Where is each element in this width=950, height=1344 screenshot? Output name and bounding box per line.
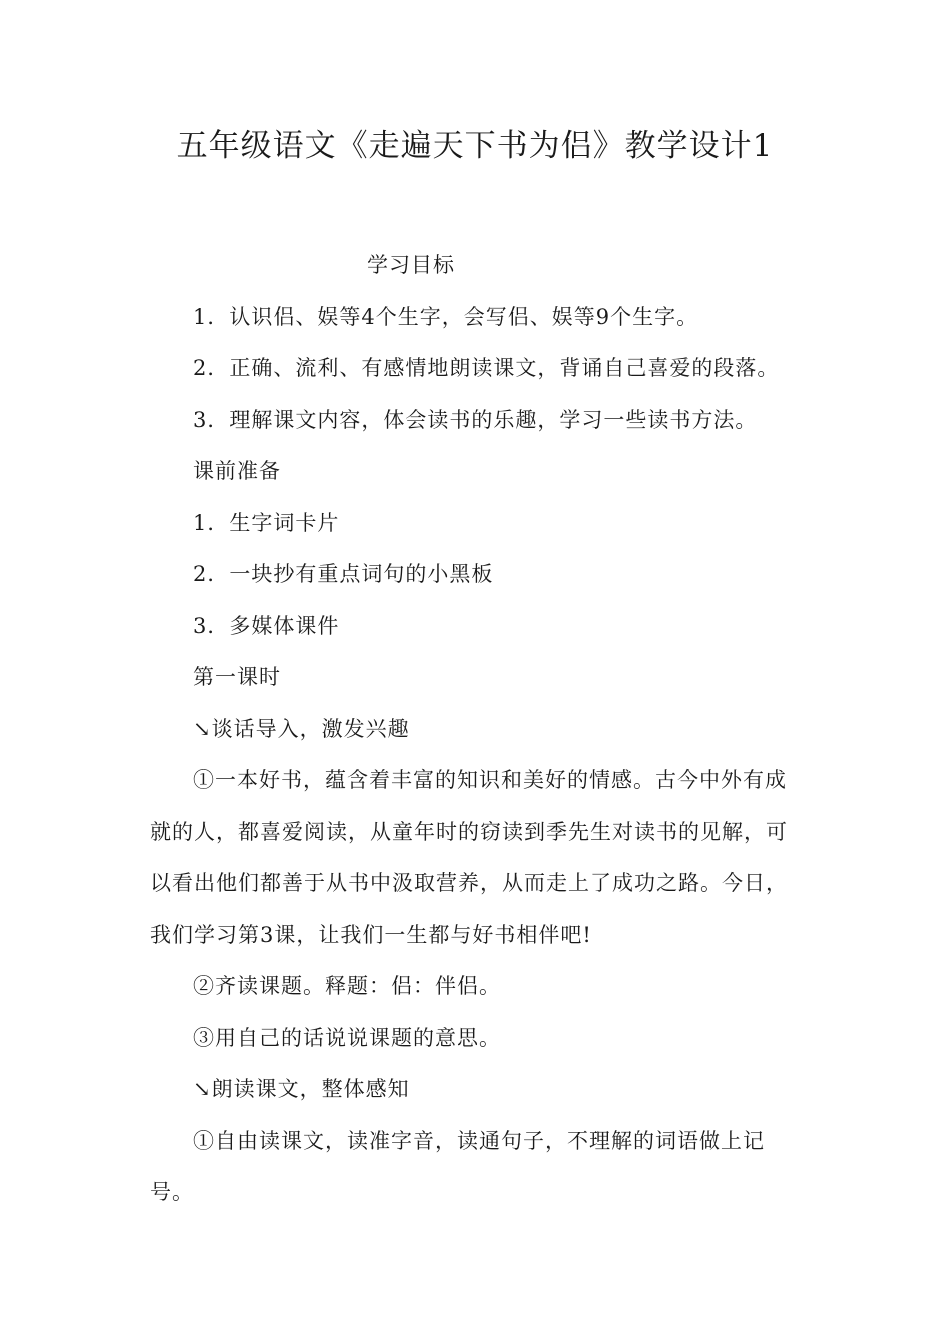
goal-item-2: 2．正确、流利、有感情地朗读课文，背诵自己喜爱的段落。 bbox=[193, 356, 780, 380]
paragraph-line: ②齐读课题。释题：侣：伴侣。 bbox=[193, 974, 501, 998]
step-heading-introduction: ↘谈话导入，激发兴趣 bbox=[193, 717, 410, 741]
section-heading-learning-goals: 学习目标 bbox=[367, 253, 455, 277]
section-heading-preparation: 课前准备 bbox=[193, 459, 281, 483]
paragraph-line: ③用自己的话说说课题的意思。 bbox=[193, 1026, 501, 1050]
prep-item-3: 3．多媒体课件 bbox=[193, 614, 340, 638]
section-heading-first-lesson: 第一课时 bbox=[193, 665, 281, 689]
paragraph-line: ①自由读课文，读准字音，读通句子，不理解的词语做上记 bbox=[193, 1129, 765, 1153]
paragraph-line: 就的人，都喜爱阅读，从童年时的窃读到季先生对读书的见解，可 bbox=[150, 820, 788, 844]
prep-item-1: 1．生字词卡片 bbox=[193, 511, 340, 535]
goal-item-1: 1．认识侣、娱等4个生字，会写侣、娱等9个生字。 bbox=[193, 305, 699, 329]
document-title: 五年级语文《走遍天下书为侣》教学设计1 bbox=[176, 128, 774, 164]
paragraph-line: 号。 bbox=[150, 1180, 194, 1204]
paragraph-line: 我们学习第3课，让我们一生都与好书相伴吧! bbox=[150, 923, 592, 947]
paragraph-line: ①一本好书，蕴含着丰富的知识和美好的情感。古今中外有成 bbox=[193, 768, 787, 792]
prep-item-2: 2．一块抄有重点词句的小黑板 bbox=[193, 562, 494, 586]
goal-item-3: 3．理解课文内容，体会读书的乐趣，学习一些读书方法。 bbox=[193, 408, 758, 432]
paragraph-line: 以看出他们都善于从书中汲取营养，从而走上了成功之路。今日， bbox=[150, 871, 788, 895]
step-heading-reading: ↘朗读课文，整体感知 bbox=[193, 1077, 410, 1101]
